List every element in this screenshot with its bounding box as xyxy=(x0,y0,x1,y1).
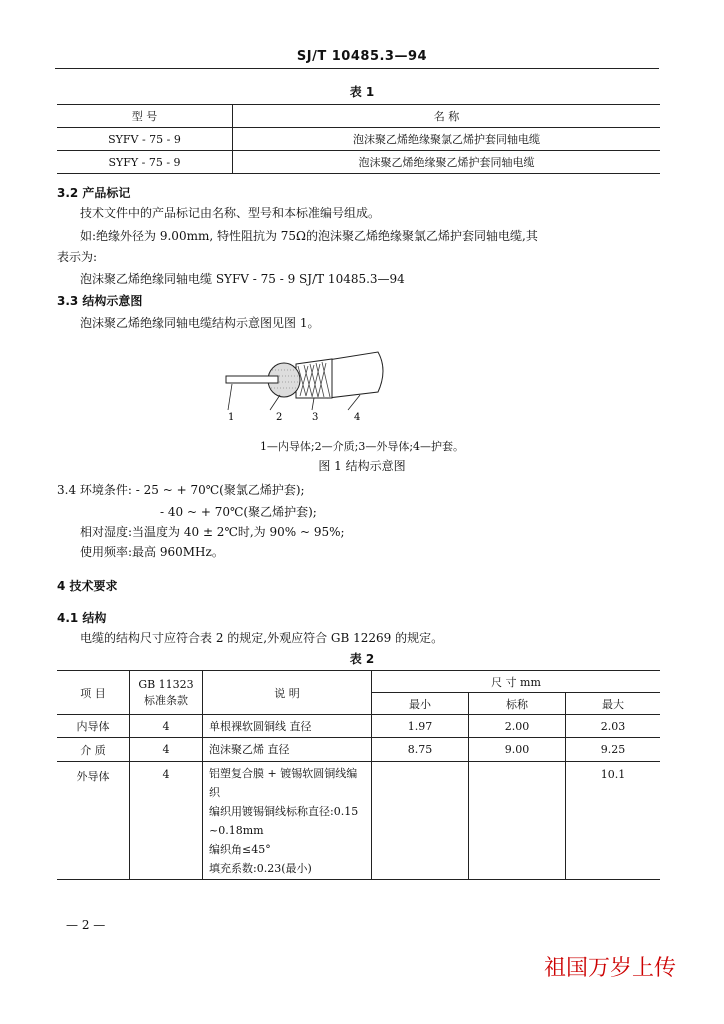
table1-caption: 表 1 xyxy=(349,85,375,99)
section-4-1-para1: 电缆的结构尺寸应符合表 2 的规定,外观应符合 GB 12269 的规定。 xyxy=(80,631,444,645)
section-3-2-para3: 泡沫聚乙烯绝缘同轴电缆 SYFV - 75 - 9 SJ/T 10485.3—94 xyxy=(80,272,405,286)
table2-desc-line: 编织用镀锡铜线标称直径:0.15 xyxy=(209,805,359,818)
table-row xyxy=(57,738,660,762)
table2-header-gb xyxy=(130,671,203,715)
table1-header-name: 名 称 xyxy=(233,105,661,128)
figure-label-3: 3 xyxy=(312,412,319,423)
table2-cell-max: 2.03 xyxy=(566,715,661,738)
table2-header-nom: 标称 xyxy=(469,693,566,715)
table1 xyxy=(57,104,660,174)
table2-cell-desc: 单根裸软圆铜线 直径 xyxy=(203,715,372,738)
table2-desc-line: 织 xyxy=(209,786,220,799)
table2-cell-gb: 4 xyxy=(130,715,203,738)
table2-cell-desc: 泡沫聚乙烯 直径 xyxy=(203,738,372,762)
table2-cell-item: 外导体 xyxy=(57,762,130,880)
section-4-heading: 4 技术要求 xyxy=(57,579,118,593)
table1-cell-name: 泡沫聚乙烯绝缘聚氯乙烯护套同轴电缆 xyxy=(233,128,661,151)
figure-caption: 图 1 结构示意图 xyxy=(318,459,406,473)
section-3-2-heading: 3.2 产品标记 xyxy=(57,186,131,200)
table2-cell-min xyxy=(372,762,469,880)
table1-cell-model: SYFV - 75 - 9 xyxy=(57,128,233,151)
table-row xyxy=(57,151,660,174)
cable-jacket xyxy=(328,352,383,398)
table2-header-size: 尺 寸 mm xyxy=(372,671,661,693)
table1-cell-model: SYFY - 75 - 9 xyxy=(57,151,233,174)
table2-desc-line: 填充系数:0.23(最小) xyxy=(209,862,312,875)
section-4-1-heading: 4.1 结构 xyxy=(57,611,107,625)
section-3-3-heading: 3.3 结构示意图 xyxy=(57,294,143,308)
table2-header-max: 最大 xyxy=(566,693,661,715)
cable-structure-figure xyxy=(210,340,410,430)
section-3-4-line1: 3.4 环境条件: - 25 ~ + 70℃(聚氯乙烯护套); xyxy=(57,483,305,497)
header-rule xyxy=(55,68,659,69)
table2-cell-gb: 4 xyxy=(130,738,203,762)
section-3-2-para2a: 如:绝缘外径为 9.00mm, 特性阻抗为 75Ω的泡沫聚乙烯绝缘聚氯乙烯护套同轴电缆,其 xyxy=(80,229,538,243)
table2 xyxy=(57,670,660,880)
figure-label-2: 2 xyxy=(276,412,283,423)
table1-header-model: 型 号 xyxy=(57,105,233,128)
table2-header-item: 项 目 xyxy=(57,671,130,715)
table2-desc-line: 铝塑复合膜 + 镀锡软圆铜线编 xyxy=(209,767,358,780)
page-header: SJ/T 10485.3—94 xyxy=(296,49,428,64)
table2-cell-min: 1.97 xyxy=(372,715,469,738)
section-3-4-line3: 相对湿度:当温度为 40 ± 2℃时,为 90% ~ 95%; xyxy=(80,525,345,539)
table2-header-gb-line2: 标准条款 xyxy=(144,693,188,707)
watermark-text: 祖国万岁上传 xyxy=(543,956,676,981)
table2-desc-line: ~0.18mm xyxy=(209,824,264,837)
table2-cell-nom xyxy=(469,762,566,880)
cable-inner-conductor xyxy=(226,376,278,383)
table2-cell-item: 内导体 xyxy=(57,715,130,738)
table1-cell-name: 泡沫聚乙烯绝缘聚乙烯护套同轴电缆 xyxy=(233,151,661,174)
figure-label-4: 4 xyxy=(354,412,361,423)
table2-caption: 表 2 xyxy=(349,652,375,666)
page-number: — 2 — xyxy=(66,918,106,932)
table2-cell-min: 8.75 xyxy=(372,738,469,762)
table-row xyxy=(57,762,660,880)
section-3-2-para2b: 表示为: xyxy=(57,250,98,264)
table2-cell-desc xyxy=(203,762,372,880)
figure-label-1: 1 xyxy=(228,412,235,423)
section-3-3-para1: 泡沫聚乙烯绝缘同轴电缆结构示意图见图 1。 xyxy=(80,316,320,330)
table2-cell-max: 10.1 xyxy=(566,762,661,880)
section-3-4-line2: - 40 ~ + 70℃(聚乙烯护套); xyxy=(160,505,317,519)
table2-cell-gb: 4 xyxy=(130,762,203,880)
table2-cell-nom: 9.00 xyxy=(469,738,566,762)
figure-legend: 1—内导体;2—介质;3—外导体;4—护套。 xyxy=(259,440,465,453)
table2-cell-max: 9.25 xyxy=(566,738,661,762)
table-row xyxy=(57,128,660,151)
table2-desc-line: 编织角≤45° xyxy=(209,843,271,856)
section-3-2-para1: 技术文件中的产品标记由名称、型号和本标准编号组成。 xyxy=(80,206,381,220)
section-3-4-line4: 使用频率:最高 960MHz。 xyxy=(80,545,224,559)
table2-cell-item: 介 质 xyxy=(57,738,130,762)
table2-header-gb-line1: GB 11323 xyxy=(138,677,194,691)
table2-header-desc: 说 明 xyxy=(203,671,372,715)
table2-cell-nom: 2.00 xyxy=(469,715,566,738)
table-row xyxy=(57,715,660,738)
table2-header-min: 最小 xyxy=(372,693,469,715)
